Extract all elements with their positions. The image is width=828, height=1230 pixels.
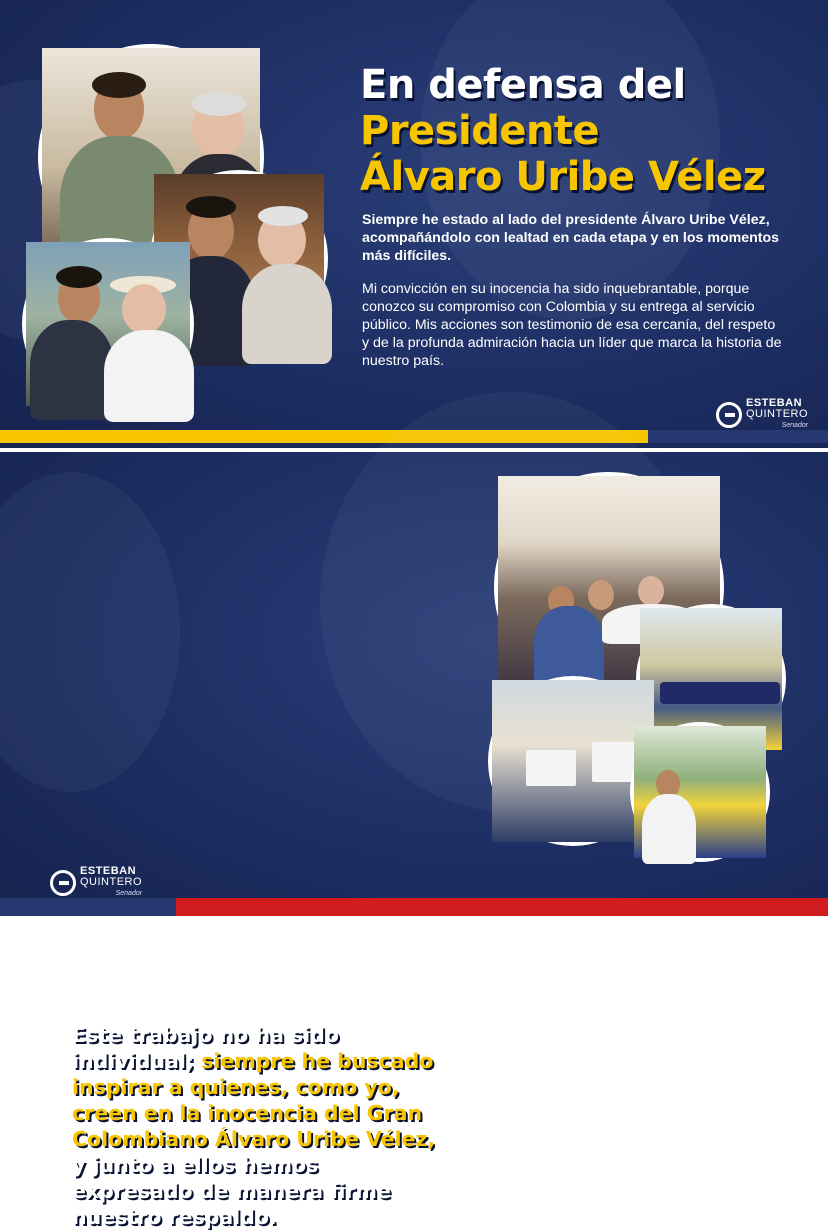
logo-eq-icon — [716, 402, 742, 428]
quote-white-segment: expresado de manera firme — [72, 1179, 391, 1203]
photo-circle-rally — [630, 722, 770, 862]
quote-line — [72, 1048, 492, 1074]
red-accent-bar — [176, 898, 828, 916]
quote-line — [72, 1204, 492, 1230]
logo-name: ESTEBAN — [80, 865, 137, 877]
quote-line — [72, 1178, 492, 1204]
quote-text — [72, 1022, 492, 1230]
quote-line — [72, 1152, 492, 1178]
logo-surname: QUINTERO — [80, 876, 143, 888]
logo-eq-icon — [50, 870, 76, 896]
quote-yellow-segment: siempre he buscado — [201, 1049, 434, 1073]
logo-role: Senador — [781, 422, 809, 429]
logo-role: Senador — [115, 890, 143, 897]
quote-line — [72, 1126, 492, 1152]
quote-white-segment: nuestro respaldo. — [72, 1205, 277, 1229]
logo-surname: QUINTERO — [746, 408, 809, 420]
title-line-3: Álvaro Uribe Vélez — [360, 154, 766, 200]
title-line-2: Presidente — [360, 108, 600, 154]
brand-logo — [50, 866, 142, 899]
brand-logo — [716, 398, 808, 431]
photo-circle-microphone — [22, 238, 194, 410]
navy-accent-bar — [648, 430, 828, 443]
quote-yellow-segment: Colombiano Álvaro Uribe Vélez, — [72, 1127, 436, 1151]
background-silhouette — [0, 472, 180, 792]
bottom-panel — [0, 452, 828, 1229]
title-line-1: En defensa del — [360, 62, 686, 108]
quote-line — [72, 1074, 492, 1100]
quote-yellow-segment: creen en la inocencia del Gran — [72, 1101, 423, 1125]
quote-line — [72, 1022, 492, 1048]
page-title — [360, 62, 766, 200]
quote-yellow-segment: inspirar a quienes, como yo, — [72, 1075, 400, 1099]
navy-accent-bar — [0, 898, 176, 916]
intro-paragraph: Siempre he estado al lado del presidente Álvaro Uribe Vélez, acompañándolo con lealtad en cada etapa y en los momentos más difíciles. — [362, 212, 780, 264]
top-panel — [0, 0, 828, 448]
photo-circle-signs — [488, 676, 658, 846]
body-paragraph: Mi convicción en su inocencia ha sido inquebrantable, porque conozco su compromiso con Colombia y su entrega al servicio público. Mis acciones son testimonio de esa cercanía, del respeto y de la profunda admiración hacia un líder que marca la historia de nuestro país. — [362, 281, 782, 369]
quote-white-segment: y junto a ellos hemos — [72, 1153, 319, 1177]
quote-white-segment: Este trabajo no ha sido — [72, 1023, 339, 1047]
logo-name: ESTEBAN — [746, 397, 803, 409]
quote-line — [72, 1100, 492, 1126]
quote-white-segment: individual; — [72, 1049, 202, 1073]
